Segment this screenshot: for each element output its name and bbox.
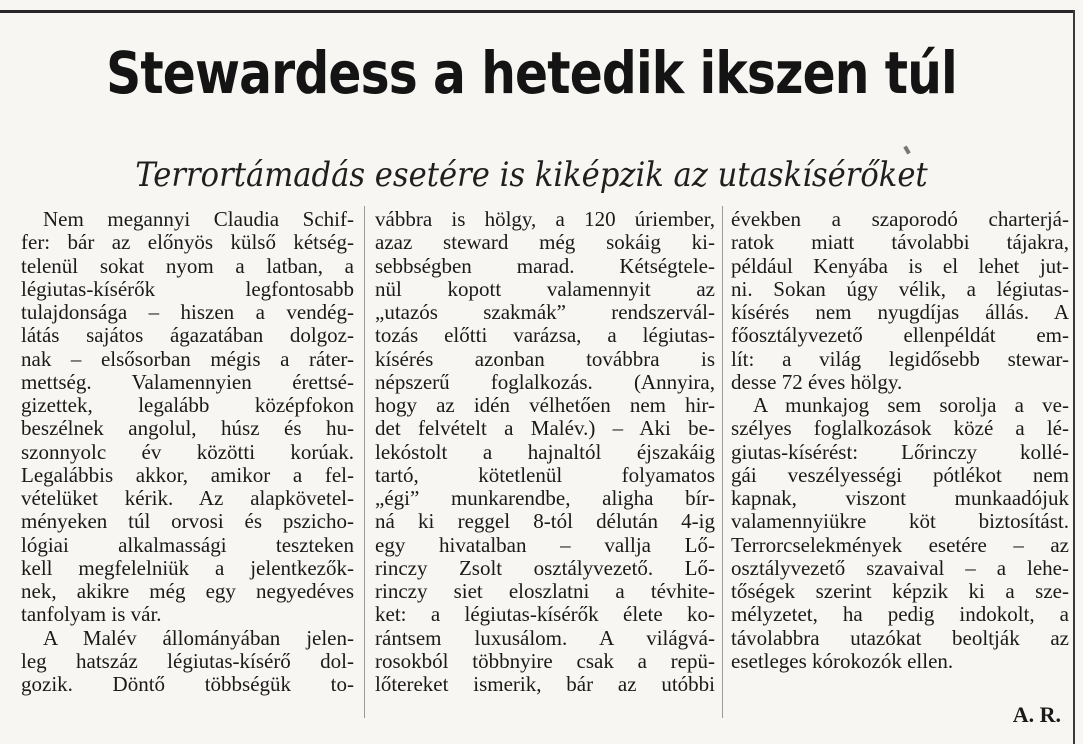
- text-line: osztályvezető szavaival – a lehe-: [731, 555, 1069, 580]
- text-line: det felvételt a Malév.) – Aki be-: [375, 416, 715, 441]
- text-line: lekóstolt a hajnaltól éjszakáig: [375, 439, 715, 464]
- text-line: ni. Sokan úgy vélik, a légiutas-: [731, 276, 1069, 301]
- text-line: A Malév állományában jelen-: [43, 625, 354, 650]
- text-line: légiutas-kísérők legfontosabb: [21, 276, 354, 301]
- text-line: népszerű foglalkozás. (Annyira,: [375, 369, 715, 394]
- text-line: például Kenyába is el lehet jut-: [731, 253, 1069, 278]
- text-line: giutas-kísérést: Lőrinczy kollé-: [731, 439, 1069, 464]
- text-line: rántsem luxusálom. A világvá-: [375, 625, 715, 650]
- text-line: Nem megannyi Claudia Schif-: [43, 207, 354, 231]
- text-line: egy hivatalban – vallja Lő-: [375, 532, 715, 557]
- text-line: kell megfelelniük a jelentkezők-: [21, 555, 354, 580]
- column-divider: [364, 206, 365, 718]
- text-line: sebbségben marad. Kétségtele-: [375, 253, 715, 278]
- text-line: gozik. Döntő többségük to-: [21, 672, 354, 696]
- text-line: gizettek, legalább középfokon: [21, 393, 354, 417]
- text-line: fer: bár az előnyös külső kétség-: [21, 230, 354, 255]
- text-line: tanfolyam is vár.: [21, 602, 162, 627]
- text-line: nül kopott valamennyit az: [375, 276, 715, 301]
- text-line: ratok miatt távolabbi tájakra,: [731, 230, 1069, 255]
- column-divider: [722, 206, 723, 718]
- text-line: tulajdonsága – hiszen a vendég-: [21, 300, 354, 324]
- text-line: kapnak, viszont munkaadójuk: [731, 486, 1069, 510]
- text-line: mélyzetet, ha pedig indokolt, a: [731, 602, 1069, 627]
- text-line: esetleges kórokozók ellen.: [731, 648, 954, 673]
- text-line: mettség. Valamennyien érettsé-: [21, 369, 354, 394]
- text-line: tőségek szerint képzik ki a sze-: [731, 579, 1069, 603]
- text-line: hogy az idén vélhetően nem hir-: [375, 393, 715, 417]
- article-subheadline: Terrortámadás esetére is kiképzik az utaskísérőket: [135, 155, 928, 195]
- text-line: desse 72 éves hölgy.: [731, 369, 903, 394]
- article-column-3: [731, 208, 1069, 673]
- top-rule: [0, 10, 1073, 13]
- text-line: gái veszélyességi pótlékot nem: [731, 462, 1069, 487]
- text-line: valamennyiükre köt biztosítást.: [731, 509, 1069, 534]
- text-line: távolabbra utazókat beoltják az: [731, 625, 1069, 650]
- text-line: rinczy Zsolt osztályvezető. Lő-: [375, 555, 715, 580]
- author-byline: A. R.: [1012, 702, 1061, 727]
- text-line: ná ki reggel 8-tól délután 4-ig: [375, 509, 715, 534]
- text-line: „utazós szakmák” rendszervál-: [375, 300, 715, 324]
- text-line: A munkajog sem sorolja a ve-: [753, 393, 1069, 417]
- text-line: szélyes foglalkozások közé a lé-: [731, 416, 1069, 441]
- text-line: Terrorcselekmények esetére – az: [731, 532, 1069, 557]
- text-line: lít: a világ legidősebb stewar-: [731, 346, 1069, 371]
- text-line: telenül sokat nyom a latban, a: [21, 253, 354, 278]
- text-line: ket: a légiutas-kísérők élete ko-: [375, 602, 715, 627]
- article-column-1: [21, 208, 354, 696]
- text-line: nek, akikre még egy negyedéves: [21, 579, 354, 603]
- text-line: leg hatszáz légiutas-kísérő dol-: [21, 648, 354, 673]
- text-line: években a szaporodó charterjá-: [731, 207, 1069, 231]
- text-line: rinczy siet eloszlatni a tévhite-: [375, 579, 715, 603]
- text-line: lőtereket ismerik, bár az utóbbi: [375, 672, 715, 696]
- text-line: beszélnek angolul, húsz és hu-: [21, 416, 354, 441]
- text-line: ményeken túl orvosi és pszicho-: [21, 509, 354, 534]
- text-line: rosokból többnyire csak a repü-: [375, 648, 715, 673]
- text-line: vábbra is hölgy, a 120 úriember,: [375, 207, 715, 231]
- article-headline: Stewardess a hetedik ikszen túl: [106, 39, 957, 107]
- text-line: kísérés azonban továbbra is: [375, 346, 715, 371]
- text-line: tartó, kötetlenül folyamatos: [375, 462, 715, 487]
- text-line: kísérés nem nyugdíjas állás. A: [731, 300, 1069, 324]
- text-line: tozás előtti varázsa, a légiutas-: [375, 323, 715, 348]
- text-line: főosztályvezető ellenpéldát em-: [731, 323, 1069, 348]
- text-line: szonnyolc év közötti korúak.: [21, 439, 354, 464]
- text-line: vételüket kérik. Az alapkövetel-: [21, 486, 354, 510]
- text-line: „égi” munkarendbe, aligha bír-: [375, 486, 715, 510]
- text-line: lógiai alkalmassági teszteken: [21, 532, 354, 557]
- text-line: látás sajátos ágazatában dolgoz-: [21, 323, 354, 348]
- text-line: nak – elsősorban mégis a ráter-: [21, 346, 354, 371]
- right-edge-rule: [1073, 10, 1075, 744]
- article-column-2: [375, 208, 715, 696]
- text-line: azaz steward még sokáig ki-: [375, 230, 715, 255]
- text-line: Legalábbis akkor, amikor a fel-: [21, 462, 354, 487]
